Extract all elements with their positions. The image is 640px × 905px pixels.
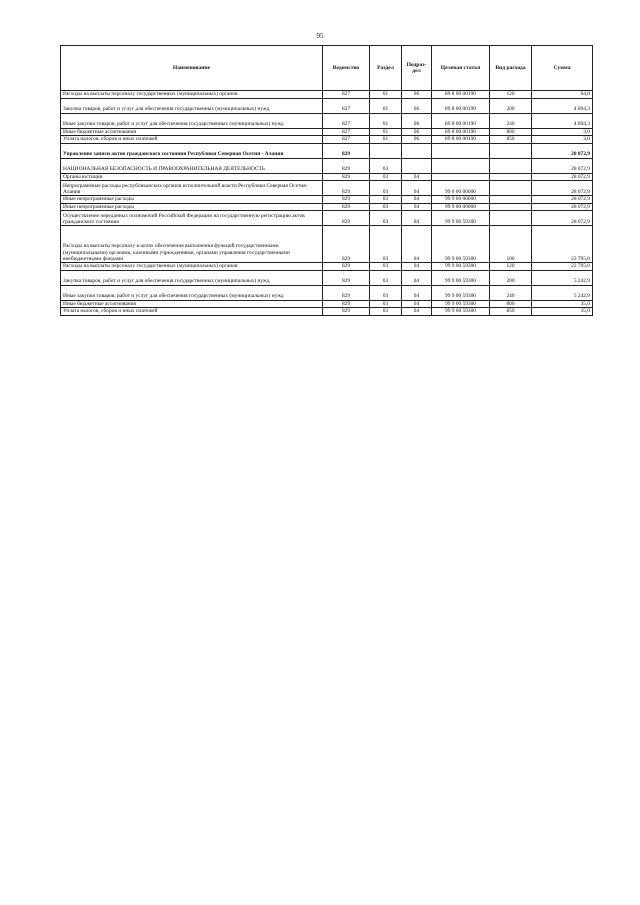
cell-section: 03 [370,196,402,204]
cell-subsection [402,143,432,158]
cell-expense-type [490,203,532,211]
cell-target-article: 99 9 00 59300 [432,226,490,263]
cell-expense-type [490,196,532,204]
table-row [61,98,593,113]
cell-section: 01 [370,91,402,99]
cell-expense-type [490,143,532,158]
cell-amount: 28 072,9 [532,211,593,226]
table-row [61,203,593,211]
cell-department: 829 [323,270,370,285]
cell-department: 829 [323,158,370,173]
cell-target-article: 89 8 00 00190 [432,91,490,99]
cell-section: 03 [370,270,402,285]
table-row [61,143,593,158]
cell-department: 829 [323,226,370,263]
cell-section: 01 [370,136,402,144]
table-row [61,196,593,204]
cell-expense-type [490,211,532,226]
cell-target-article: 99 0 00 00000 [432,181,490,196]
cell-expense-type: 800 [490,300,532,308]
cell-department: 829 [323,300,370,308]
cell-expense-type [490,158,532,173]
cell-name: НАЦИОНАЛЬНАЯ БЕЗОПАСНОСТЬ И ПРАВООХРАНИТЕЛЬНАЯ ДЕЯТЕЛЬНОСТЬ [61,158,323,173]
cell-target-article [432,173,490,181]
cell-target-article: 99 9 00 00000 [432,196,490,204]
cell-target-article: 89 8 00 00190 [432,136,490,144]
cell-subsection: 04 [402,211,432,226]
cell-target-article [432,143,490,158]
table-row [61,136,593,144]
cell-department: 827 [323,98,370,113]
cell-section: 01 [370,98,402,113]
cell-section: 03 [370,211,402,226]
cell-amount: 4 894,3 [532,113,593,128]
header-amount: Сумма [532,46,593,91]
cell-target-article [432,158,490,173]
cell-subsection: 04 [402,263,432,271]
header-department: Ведомство [323,46,370,91]
cell-expense-type [490,181,532,196]
cell-name: Закупка товаров, работ и услуг для обеспечения государственных (муниципальных) нужд [61,270,323,285]
cell-name: Иные непрограммные расходы [61,203,323,211]
cell-subsection: 06 [402,128,432,136]
table-row [61,181,593,196]
cell-section [370,143,402,158]
cell-target-article: 89 8 00 00190 [432,128,490,136]
cell-subsection: 04 [402,300,432,308]
cell-name: Органы юстиции [61,173,323,181]
cell-target-article: 99 9 00 59300 [432,270,490,285]
cell-department: 829 [323,196,370,204]
cell-section: 03 [370,226,402,263]
header-expense-type: Вид расхода [490,46,532,91]
cell-amount: 4 894,3 [532,98,593,113]
cell-amount: 22 795,0 [532,226,593,263]
cell-department: 829 [323,285,370,300]
cell-expense-type: 100 [490,226,532,263]
cell-department: 829 [323,263,370,271]
cell-name: Уплата налогов, сборов и иных платежей [61,136,323,144]
header-section: Раздел [370,46,402,91]
cell-amount: 5 242,9 [532,285,593,300]
cell-section: 03 [370,181,402,196]
cell-target-article: 99 9 00 00000 [432,203,490,211]
cell-department: 827 [323,136,370,144]
table-row [61,211,593,226]
cell-target-article: 99 9 00 59300 [432,300,490,308]
cell-name: Осуществление переданных полномочий Российской Федерации на государственную регистрацию актов гражданского состояния [61,211,323,226]
cell-name: Закупка товаров, работ и услуг для обеспечения государственных (муниципальных) нужд [61,98,323,113]
table-row [61,300,593,308]
cell-amount: 22 795,0 [532,263,593,271]
cell-expense-type: 240 [490,285,532,300]
cell-name: Расходы на выплаты персоналу в целях обеспечения выполнения функций государственными (муниципальными) органами, казенными учреждениями, органами управления государственными внебюджетными фондами [61,226,323,263]
cell-section: 03 [370,285,402,300]
cell-amount: 3,0 [532,136,593,144]
cell-section: 03 [370,158,402,173]
cell-name: Управление записи актов гражданского состояния Республики Северная Осетия - Алания [61,143,323,158]
cell-department: 827 [323,91,370,99]
table-row [61,128,593,136]
table-header-row [61,46,593,91]
cell-subsection: 04 [402,173,432,181]
table-row [61,263,593,271]
cell-department: 829 [323,308,370,316]
cell-section: 01 [370,128,402,136]
cell-department: 829 [323,181,370,196]
table-row [61,270,593,285]
header-name: Наименование [61,46,323,91]
cell-expense-type: 200 [490,270,532,285]
cell-subsection: 04 [402,196,432,204]
cell-department: 829 [323,211,370,226]
cell-amount: 35,0 [532,308,593,316]
cell-section: 03 [370,308,402,316]
cell-expense-type: 850 [490,308,532,316]
page-number: 95 [316,32,324,40]
table-row [61,226,593,263]
cell-department: 829 [323,203,370,211]
table-row [61,91,593,99]
cell-name: Расходы на выплаты персоналу государственных (муниципальных) органов [61,263,323,271]
cell-subsection: 06 [402,113,432,128]
cell-subsection [402,158,432,173]
cell-amount: 28 072,9 [532,173,593,181]
cell-section: 03 [370,203,402,211]
cell-subsection: 04 [402,285,432,300]
cell-target-article: 89 8 00 00190 [432,113,490,128]
cell-department: 829 [323,173,370,181]
table-row [61,308,593,316]
cell-amount: 28 072,9 [532,181,593,196]
table-row [61,173,593,181]
cell-expense-type: 120 [490,263,532,271]
cell-department: 829 [323,143,370,158]
cell-amount: 35,0 [532,300,593,308]
cell-subsection: 04 [402,203,432,211]
cell-amount: 3,0 [532,128,593,136]
cell-expense-type [490,173,532,181]
cell-section: 03 [370,263,402,271]
cell-amount: 28 072,9 [532,196,593,204]
cell-expense-type: 120 [490,91,532,99]
cell-target-article: 99 9 00 59300 [432,211,490,226]
cell-subsection: 04 [402,308,432,316]
cell-amount: 64,0 [532,91,593,99]
cell-subsection: 04 [402,181,432,196]
table-body [61,91,593,316]
cell-amount: 28 072,9 [532,158,593,173]
cell-name: Уплата налогов, сборов и иных платежей [61,308,323,316]
header-target-article: Целевая статья [432,46,490,91]
cell-name: Иные бюджетные ассигнования [61,300,323,308]
cell-section: 03 [370,300,402,308]
cell-name: Непрограммные расходы республиканских органов исполнительной власти Республики Северная Осетия-Алания [61,181,323,196]
cell-name: Иные закупки товаров, работ и услуг для обеспечения государственных (муниципальных) нужд [61,113,323,128]
cell-target-article: 99 9 00 59300 [432,285,490,300]
budget-table [60,45,593,316]
cell-amount: 28 072,9 [532,203,593,211]
table-row [61,158,593,173]
header-subsection: Подраз-дел [402,46,432,91]
cell-target-article: 89 8 00 00190 [432,98,490,113]
cell-expense-type: 800 [490,128,532,136]
cell-target-article: 99 9 00 59300 [432,263,490,271]
cell-department: 827 [323,128,370,136]
cell-subsection: 06 [402,91,432,99]
cell-name: Иные непрограммные расходы [61,196,323,204]
cell-amount: 5 242,9 [532,270,593,285]
cell-subsection: 06 [402,136,432,144]
cell-subsection: 06 [402,98,432,113]
cell-expense-type: 200 [490,98,532,113]
cell-expense-type: 850 [490,136,532,144]
cell-name: Иные бюджетные ассигнования [61,128,323,136]
cell-name: Расходы на выплаты персоналу государственных (муниципальных) органов [61,91,323,99]
cell-expense-type: 240 [490,113,532,128]
cell-target-article: 99 9 00 59300 [432,308,490,316]
cell-subsection: 04 [402,226,432,263]
cell-subsection: 04 [402,270,432,285]
cell-name: Иные закупки товаров, работ и услуг для обеспечения государственных (муниципальных) нужд [61,285,323,300]
table-row [61,285,593,300]
cell-department: 827 [323,113,370,128]
cell-section: 03 [370,173,402,181]
table-row [61,113,593,128]
cell-section: 01 [370,113,402,128]
cell-amount: 28 072,9 [532,143,593,158]
